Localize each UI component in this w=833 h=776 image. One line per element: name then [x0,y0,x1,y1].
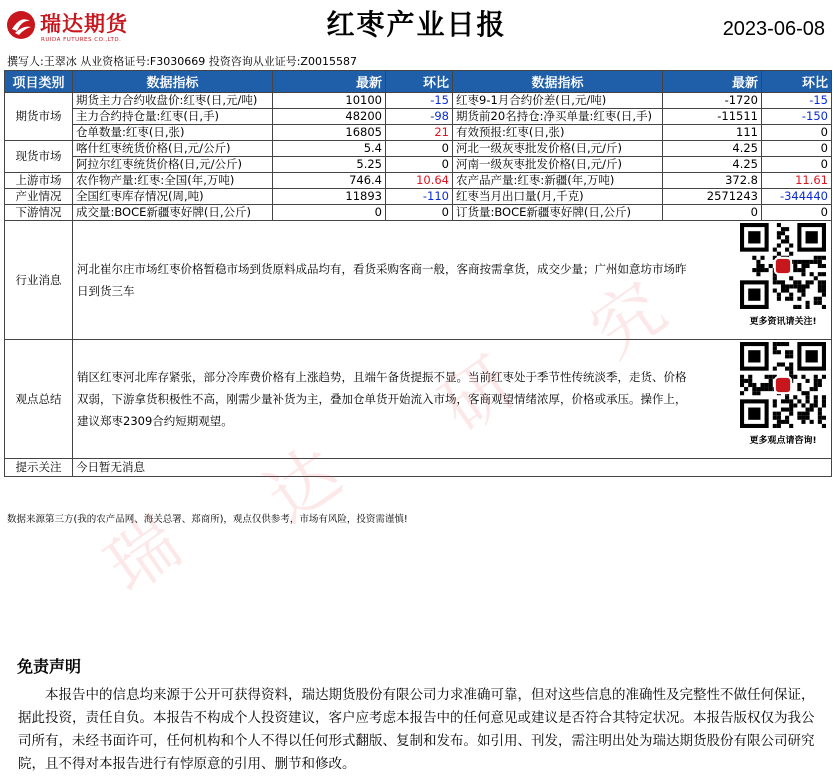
change-cell: -110 [386,189,453,205]
qr-caption: 更多观点请咨询! [749,436,817,446]
category-downstream: 下游情况 [5,205,73,221]
watermark-char: 究 [575,266,681,374]
indicator-cell: 订货量:BOCE新疆枣好牌(日,公斤) [453,205,663,221]
latest-cell: 5.25 [273,157,386,173]
indicator-cell: 河南一级灰枣批发价格(日,元/斤) [453,157,663,173]
indicator-cell: 阿拉尔红枣统货价格(日,元/公斤) [73,157,273,173]
header-change-right: 环比 [762,71,832,93]
latest-cell: -1720 [663,93,762,109]
indicator-cell: 喀什红枣统货价格(日,元/公斤) [73,141,273,157]
change-cell: 0 [762,125,832,141]
indicator-cell: 期货前20名持仓:净买单量:红枣(日,手) [453,109,663,125]
indicator-cell: 期货主力合约收盘价:红枣(日,元/吨) [73,93,273,109]
latest-cell: 0 [273,205,386,221]
table-header-row [5,71,832,93]
indicator-cell: 农作物产量:红枣:全国(年,万吨) [73,173,273,189]
header-latest-left: 最新 [273,71,386,93]
latest-cell: 5.4 [273,141,386,157]
latest-cell: 4.25 [663,157,762,173]
view-text: 销区红枣河北库存紧张，部分冷库费价格有上涨趋势，且端午备货提振不显。当前红枣处于季节性传统淡季，走货、价格双弱，下游拿货积极性不高，刚需少量补货为主，叠加仓单货开始流入市场，客商观望情绪浓厚，价格或承压。操作上，建议郑枣2309合约短期观望。 [77,370,687,428]
latest-cell: 372.8 [663,173,762,189]
latest-cell: 746.4 [273,173,386,189]
indicator-cell: 主力合约持仓量:红枣(日,手) [73,109,273,125]
qr-code-view [739,342,827,452]
author-line: 撰写人:王翠冰 从业资格证号:F3030669 投资咨询从业证号:Z0015587 [7,55,357,68]
source-note: 数据来源第三方(我的农产品网、海关总署、郑商所)，观点仅供参考，市场有风险，投资需谨慎! [7,514,408,525]
change-cell: 11.61 [762,173,832,189]
change-cell: 0 [386,141,453,157]
table-row [5,109,832,125]
change-cell: -98 [386,109,453,125]
category-futures: 期货市场 [5,93,73,141]
change-cell: -344440 [762,189,832,205]
latest-cell: 4.25 [663,141,762,157]
indicator-cell: 成交量:BOCE新疆枣好牌(日,公斤) [73,205,273,221]
table-row [5,189,832,205]
category-upstream: 上游市场 [5,173,73,189]
news-row [5,221,832,340]
indicator-cell: 全国红枣库存情况(周,吨) [73,189,273,205]
table-row [5,125,832,141]
watermark-char: 研 [425,341,531,449]
table-row [5,141,832,157]
header-latest-right: 最新 [663,71,762,93]
qr-caption: 更多资讯请关注! [749,317,817,327]
table-row [5,93,832,109]
indicator-cell: 河北一级灰枣批发价格(日,元/斤) [453,141,663,157]
change-cell: 10.64 [386,173,453,189]
change-cell: -150 [762,109,832,125]
tips-row [5,459,832,477]
header-category: 项目类别 [5,71,73,93]
change-cell: 0 [762,141,832,157]
data-table [4,70,832,477]
header-change-left: 环比 [386,71,453,93]
report-date: 2023-06-08 [722,18,825,40]
change-cell: 0 [386,205,453,221]
table-row [5,205,832,221]
qr-code-icon [740,223,826,309]
indicator-cell: 农产品产量:红枣:新疆(年,万吨) [453,173,663,189]
change-cell: 21 [386,125,453,141]
news-text: 河北崔尔庄市场红枣价格暂稳市场到货原料成品均有，看货采购客商一般，客商按需拿货，成交少量；广州如意坊市场昨日到货三车 [77,262,687,298]
disclaimer-body: 本报告中的信息均来源于公开可获得资料，瑞达期货股份有限公司力求准确可靠，但对这些信息的准确性及完整性不做任何保证，据此投资，责任自负。本报告不构成个人投资建议，客户应考虑本报告中的任何意见或建议是否符合其特定状况。本报告版权仅为我公司所有，未经书面许可，任何机构和个人不得以任何形式翻版、复制和发布。如引用、刊发，需注明出处为瑞达期货股份有限公司研究院，且不得对本报告进行有悖原意的引用、删节和修改。 [18,687,815,772]
change-cell: 0 [762,157,832,173]
view-row [5,340,832,459]
latest-cell: 48200 [273,109,386,125]
latest-cell: 0 [663,205,762,221]
category-spot: 现货市场 [5,141,73,173]
latest-cell: 111 [663,125,762,141]
qr-code-news [739,223,827,333]
category-tips: 提示关注 [5,459,73,477]
watermark-char: 瑞 [90,501,196,609]
latest-cell: 2571243 [663,189,762,205]
indicator-cell: 仓单数量:红枣(日,张) [73,125,273,141]
table-row [5,157,832,173]
change-cell: 0 [762,205,832,221]
qr-code-icon [740,342,826,428]
header-indicator-right: 数据指标 [453,71,663,93]
latest-cell: 10100 [273,93,386,109]
change-cell: 0 [386,157,453,173]
tips-text: 今日暂无消息 [73,459,832,477]
change-cell: -15 [762,93,832,109]
logo-text: 瑞达期货 [40,12,128,36]
page-title: 红枣产业日报 [326,8,507,41]
news-cell [73,221,832,340]
watermark-char: 达 [250,431,356,539]
view-cell [73,340,832,459]
indicator-cell: 红枣当月出口量(月,千克) [453,189,663,205]
latest-cell: 11893 [273,189,386,205]
category-industry: 产业情况 [5,189,73,205]
category-view: 观点总结 [5,340,73,459]
header-indicator-left: 数据指标 [73,71,273,93]
indicator-cell: 有效预报:红枣(日,张) [453,125,663,141]
latest-cell: -11511 [663,109,762,125]
table-row [5,173,832,189]
change-cell: -15 [386,93,453,109]
disclaimer-title: 免责声明 [17,657,82,676]
indicator-cell: 红枣9-1月合约价差(日,元/吨) [453,93,663,109]
category-news: 行业消息 [5,221,73,340]
latest-cell: 16805 [273,125,386,141]
logo-english-text: RUIDA FUTURES CO.,LTD. [41,37,122,43]
